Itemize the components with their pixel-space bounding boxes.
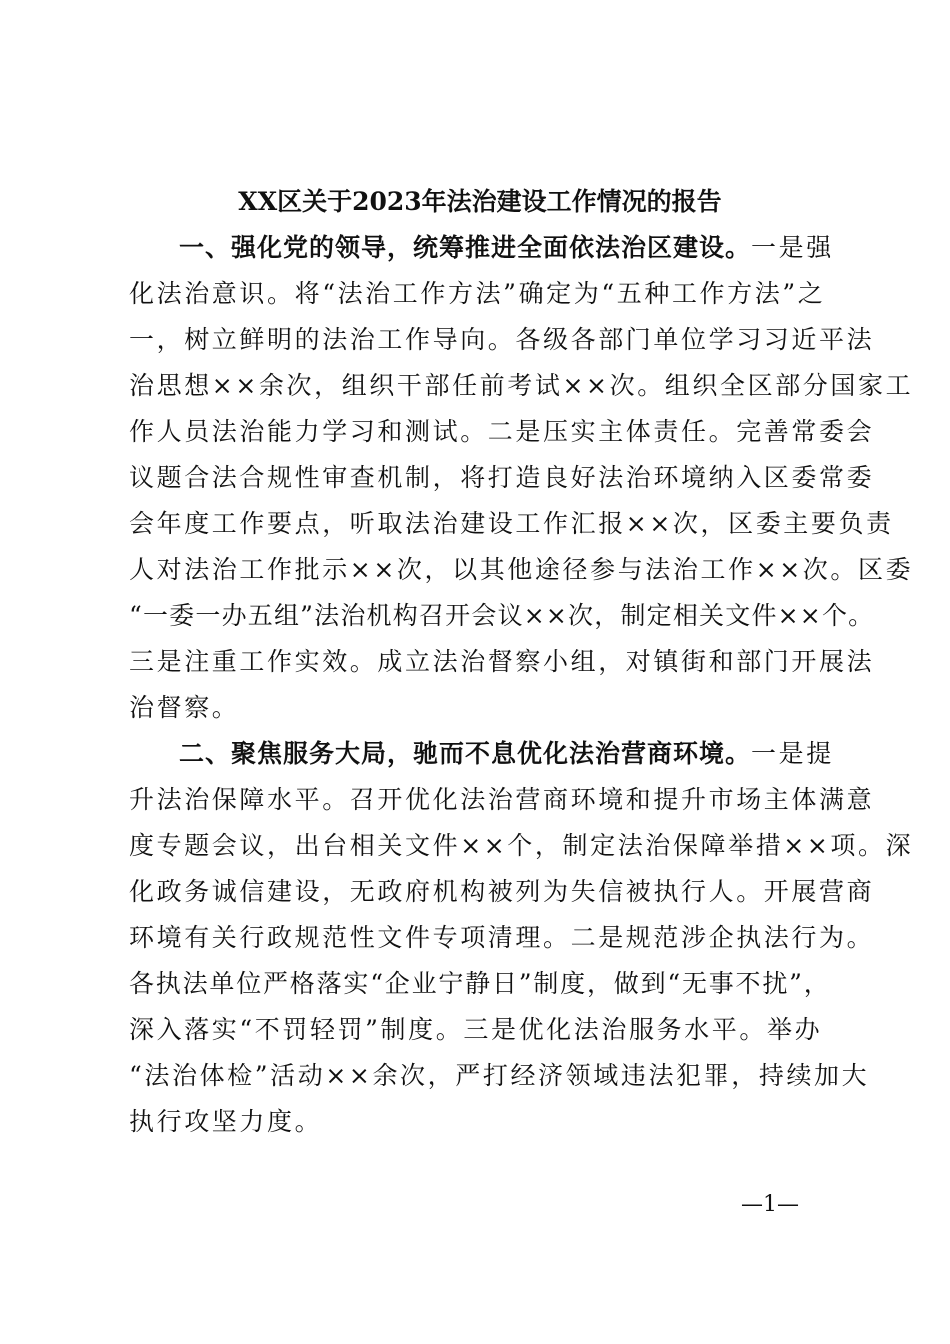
paragraph-line: “法治体检”活动××余次，严打经济领域违法犯罪，持续加大 <box>129 1061 870 1090</box>
paragraph-line: 治督察。 <box>129 693 240 722</box>
paragraph-line: 一，树立鲜明的法治工作导向。各级各部门单位学习习近平法 <box>129 325 875 354</box>
document-title: XX区关于2023年法治建设工作情况的报告 <box>238 187 722 216</box>
paragraph-line: 深入落实“不罚轻罚”制度。三是优化法治服务水平。举办 <box>129 1015 823 1044</box>
section-1-heading: 一、强化党的领导，统筹推进全面依法治区建设。 <box>179 233 752 262</box>
section-2-heading: 二、聚焦服务大局，驰而不息优化法治营商环境。 <box>179 739 752 768</box>
paragraph-line: 治思想××余次，组织干部任前考试××次。组织全区部分国家工 <box>129 371 914 400</box>
section-2-first-line <box>179 734 834 774</box>
paragraph-line: 升法治保障水平。召开优化法治营商环境和提升市场主体满意 <box>129 785 875 814</box>
paragraph-line: 三是注重工作实效。成立法治督察小组，对镇街和部门开展法 <box>129 647 875 676</box>
paragraph-line: 各执法单位严格落实“企业宁静日”制度，做到“无事不扰”， <box>129 969 831 998</box>
paragraph-line: 化政务诚信建设，无政府机构被列为失信被执行人。开展营商 <box>129 877 875 906</box>
paragraph-line: 议题合法合规性审查机制，将打造良好法治环境纳入区委常委 <box>129 463 875 492</box>
paragraph-line: 人对法治工作批示××次，以其他途径参与法治工作××次。区委 <box>129 555 914 584</box>
section-1-first-line <box>179 228 834 268</box>
paragraph-line: 度专题会议，出台相关文件××个，制定法治保障举措××项。深 <box>129 831 914 860</box>
paragraph-line: 作人员法治能力学习和测试。二是压实主体责任。完善常委会 <box>129 417 875 446</box>
paragraph-line: 执行攻坚力度。 <box>129 1107 323 1136</box>
page-number: —1— <box>741 1192 799 1217</box>
paragraph-line: 会年度工作要点，听取法治建设工作汇报××次，区委主要负责 <box>129 509 894 538</box>
paragraph-line: 环境有关行政规范性文件专项清理。二是规范涉企执法行为。 <box>129 923 875 952</box>
paragraph-text: 一是提 <box>751 739 834 768</box>
paragraph-text: 一是强 <box>751 233 834 262</box>
paragraph-line: 化法治意识。将“法治工作方法”确定为“五种工作方法”之 <box>129 279 826 308</box>
paragraph-line: “一委一办五组”法治机构召开会议××次，制定相关文件××个。 <box>129 601 875 630</box>
